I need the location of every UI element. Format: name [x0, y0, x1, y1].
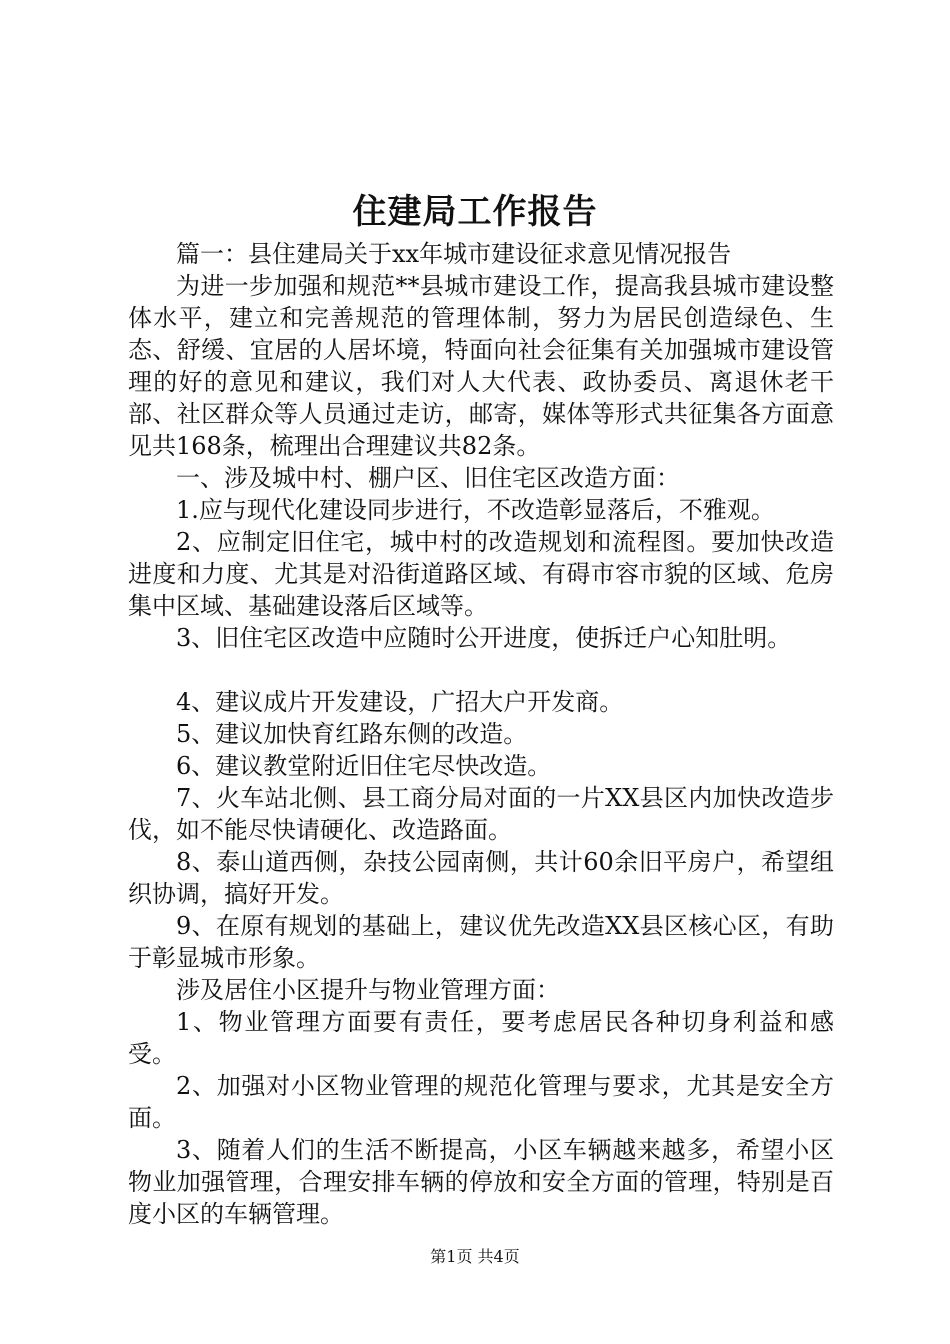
list-item: 6、建议教堂附近旧住宅尽快改造。 [176, 752, 552, 780]
list-item: 4、建议成片开发建设，广招大户开发商。 [176, 688, 624, 716]
list-item: 3、随着人们的生活不断提高，小区车辆越来越多，希望小区物业加强管理，合理安排车辆的停放和安全方面的管理，特别是百度小区的车辆管理。 [128, 1136, 834, 1228]
paragraph-intro: 为进一步加强和规范**县城市建设工作，提高我县城市建设整体水平，建立和完善规范的管理体制，努力为居民创造绿色、生态、舒缓、宜居的人居坏境，特面向社会征集有关加强城市建设管理的好的意见和建议，我们对人大代表、政协委员、离退休老干部、社区群众等人员通过走访，邮寄，媒体等形式共征集各方面意见共168条，梳理出合理建议共82条。 [128, 272, 834, 460]
section-heading-2: 涉及居住小区提升与物业管理方面： [176, 976, 560, 1004]
page-footer: 第1页 共4页 [430, 1247, 520, 1266]
list-item: 2、应制定旧住宅，城中村的改造规划和流程图。要加快改造进度和力度、尤其是对沿街道路区域、有碍市容市貌的区域、危房集中区域、基础建设落后区域等。 [128, 528, 834, 620]
list-item: 1、物业管理方面要有责任，要考虑居民各种切身利益和感受。 [128, 1008, 834, 1068]
document-body [128, 238, 834, 1230]
blank-line [128, 654, 834, 686]
list-item: 9、在原有规划的基础上，建议优先改造XX县区核心区，有助于彰显城市形象。 [128, 912, 834, 972]
list-item: 1.应与现代化建设同步进行，不改造彰显落后，不雅观。 [176, 496, 775, 524]
paragraph-subtitle: 篇一：县住建局关于xx年城市建设征求意见情况报告 [176, 240, 732, 268]
list-item: 5、建议加快育红路东侧的改造。 [176, 720, 528, 748]
list-item: 7、火车站北侧、县工商分局对面的一片XX县区内加快改造步伐，如不能尽快请硬化、改造路面。 [128, 784, 834, 844]
section-heading-1: 一、涉及城中村、棚户区、旧住宅区改造方面： [176, 464, 680, 492]
list-item: 3、旧住宅区改造中应随时公开进度，使拆迁户心知肚明。 [176, 624, 792, 652]
list-item: 8、泰山道西侧，杂技公园南侧，共计60余旧平房户，希望组织协调，搞好开发。 [128, 848, 834, 908]
document-title: 住建局工作报告 [352, 192, 598, 232]
list-item: 2、加强对小区物业管理的规范化管理与要求，尤其是安全方面。 [128, 1072, 834, 1132]
